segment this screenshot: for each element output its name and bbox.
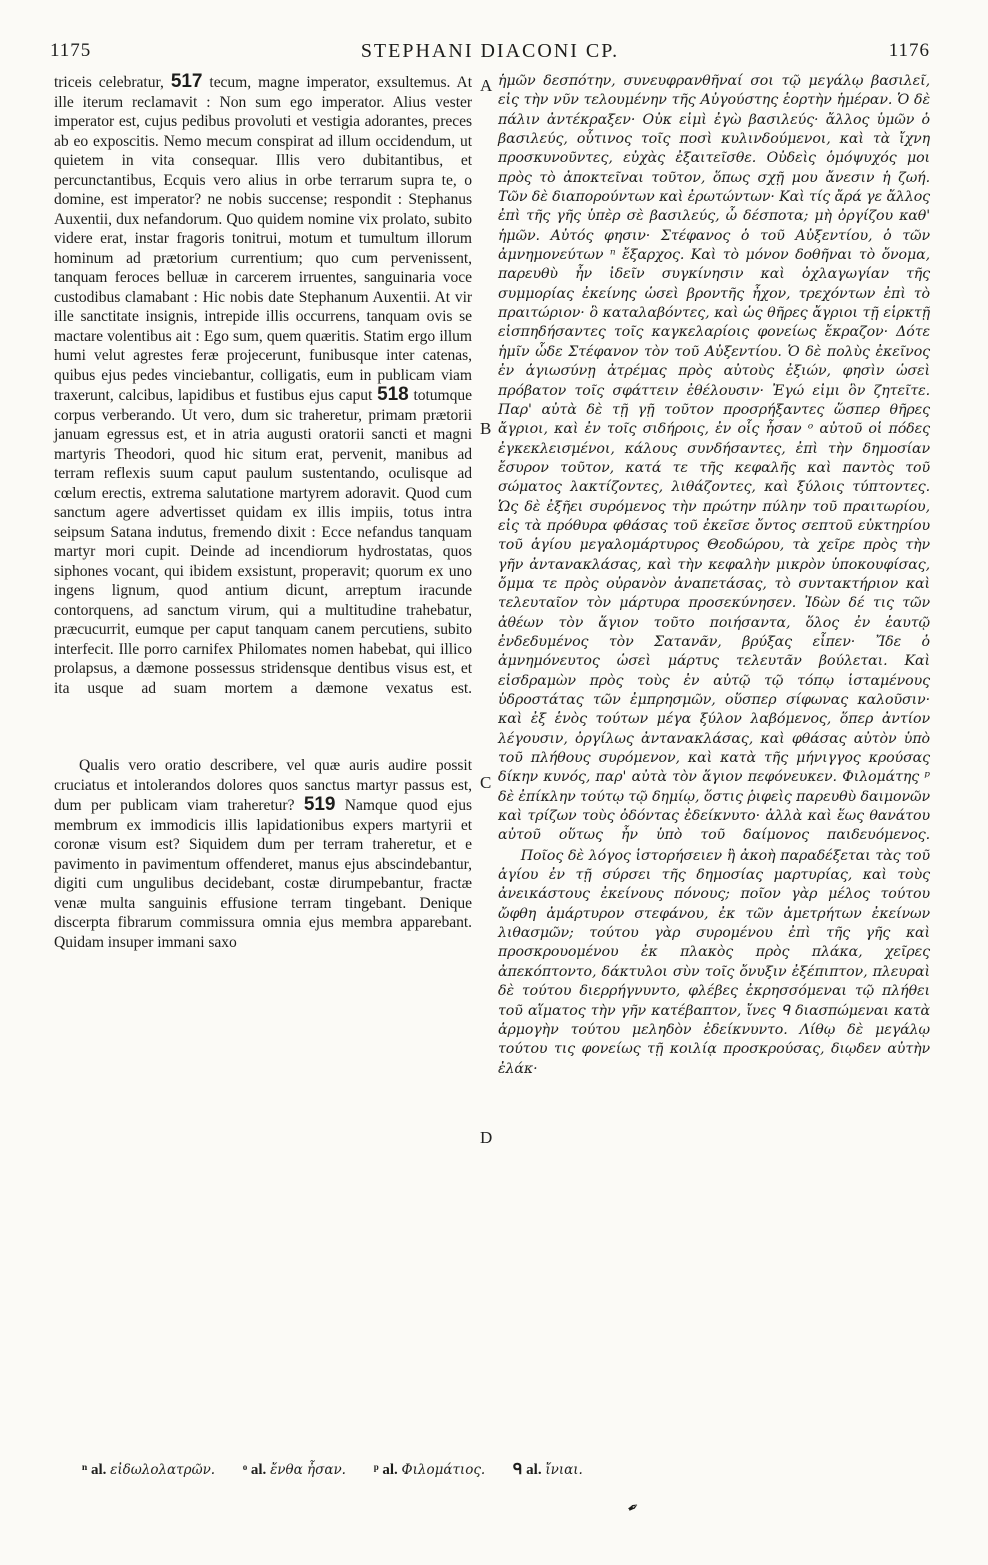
latin-text: Qualis vero oratio describere, vel quæ auris audire possit cruciatus et intolerandos dolores quos sanctus martyr passus est, dum per publicam viam traheretur?	[54, 757, 472, 814]
footnote-p	[374, 1462, 486, 1478]
footnote-text: εἰδωλολατρῶν.	[110, 1462, 216, 1478]
running-title: STEPHANI DIACONI CP.	[360, 40, 620, 62]
latin-text: Namque quod ejus membrum ex immodicis illis lapidationibus expers martyrii et coronæ visum est? Siquidem dum per terram traheretur, et e pavimento in pavimentum offenderet, manus ejus abscindebantur, digiti cum ungulibus decidebant, costæ dirumpebantur, fractæ venæ multa sanguinis effusione terram tingebant. Denique discerpta fibrarum commissura omnia ejus membra apparebant. Quidam insuper immani saxo	[54, 797, 472, 951]
footnote-n	[82, 1462, 215, 1478]
footnote-text: ἔνθα ἦσαν.	[270, 1462, 346, 1478]
margin-letter-d: D	[480, 1128, 493, 1147]
margin-letter-a: A	[480, 76, 493, 95]
section-number: 517	[170, 71, 203, 92]
latin-text: totumque corpus verberando. Ut vero, dum sic traheretur, primam prætorii januam egressus est, et in atria augusti oratorii sancti et magni martyris Theodori, quod hic situm erat, pervenit, manibus ad terram reflexis suum caput paulum sustentando, oculisque ad cœlum erectis, extrema salutatione martyrem adoravit. Quod cum sanctum agere advertisset quidam ex illis impiis, totus intra seipsum Satana indutus, fremendo dixit : Ecce nefandus tanquam martyr mori cupit. Deinde ad incendiorum hydrostatas, quos siphones vocant, qui ibidem exsistunt, properavit; quorum ex uno ingens lignum, quod antium dicunt, arreptum iracunde contorquens, ad sanctum virum, qui a multitudine trahebatur, præcucurrit, eumque per caput tanquam canem percutiens, subito interfecit. Ille porro carnifex Philomates nomen habebat, qui illico prolapsus, a dæmone possessus stridensque dentibus visus est, et ita usque ad suam mortem a dæmone vexatus est.	[54, 387, 472, 697]
section-number: 518	[377, 384, 409, 405]
page-header	[50, 40, 930, 70]
latin-paragraph-1	[54, 72, 472, 698]
margin-letter-c: C	[480, 773, 492, 792]
footnote-o	[243, 1462, 346, 1478]
footnote-q	[513, 1462, 583, 1478]
column-number-left: 1175	[50, 40, 92, 61]
footnotes	[82, 1460, 942, 1479]
latin-paragraph-2	[54, 756, 472, 952]
margin-letter-b: B	[480, 419, 492, 438]
footnote-label: ⁿ al.	[82, 1462, 107, 1478]
footnote-label: ᵒ al.	[242, 1462, 267, 1478]
greek-column	[498, 72, 930, 1079]
ink-mark: ✒	[625, 1499, 643, 1518]
column-number-right: 1176	[888, 40, 930, 61]
latin-column	[54, 72, 472, 952]
greek-paragraph-1: ἡμῶν δεσπότην, συνευφρανθῆναί σοι τῷ μεγάλῳ βασιλεῖ, εἰς τὴν νῦν τελουμένην τῆς Αὐγούστης ἑορτὴν ἡμέραν. Ὁ δὲ πάλιν ἀντέκραξεν· Οὐκ εἰμὶ ἐγὼ βασιλεύς· ἄλλος ὑμῶν ὁ βασιλεύς, οὗτινος τοῖς ποσὶ κυλινδούμενοι, καὶ τὰ ἴχνη προσκυνοῦντες, εὐχὰς ἐξαιτεῖσθε. Οὐδεὶς ὁμόψυχός μοι πρὸς τὸ ἀποκτεῖναι τοῦτον, ὅπως σχῇ μου ἄνεσιν ἡ ζωή. Τῶν δὲ διαπορούντων καὶ ἐρωτώντων· Καὶ τίς ἄρά γε ἄλλος ἐπὶ τῆς γῆς ὑπὲρ σὲ βασιλεύς, ὦ δέσποτα; μὴ ὀργίζου καθ' ἡμῶν. Αὐτός φησιν· Στέφανος ὁ τοῦ Αὐξεντίου, ὁ τῶν ἀμνημονεύτων ⁿ ἔξαρχος. Καὶ τὸ μόνον δοθῆναι τὸ ὄνομα, παρευθὺ ἦν ἰδεῖν συγκίνησιν καὶ ὀχλαγωγίαν τῆς συμμορίας ἐκείνης ὡσεὶ βροντῆς ἦχον, τρεχόντων ἐπὶ τὸ πραιτώριον· ὃ καταλαβόντες, καὶ ὡς θῆρες ἄγριοι τῇ εἱρκτῇ εἰσπηδήσαντες τοῖς καγκελαρίοις φονείως ἔκραζον· Δότε ἡμῖν ὧδε Στέφανον τὸν τοῦ Αὐξεντίου. Ὁ δὲ πολὺς ἐκεῖνος ἐν ἁγιωσύνῃ ἀτρέμας πρὸς αὐτοὺς ἐξιών, φησὶν ὡσεὶ πρόβατον τοῖς σφάττειν ἐθέλουσιν· Ἐγώ εἰμι ὃν ζητεῖτε. Παρ' αὐτὰ δὲ τῇ γῇ τοῦτον προσρήξαντες ὥσπερ θῆρες ἄγριοι, καὶ ἐν τοῖς σιδήροις, ἐν οἷς ἦσαν ᵒ αὐτοῦ οἱ πόδες ἐγκεκλεισμένοι, κάλους συνδήσαντες, ἐπὶ τὴν δημοσίαν ἔσυρον τοῦτον, κατά τε τῆς κεφαλῆς καὶ παντὸς τοῦ σώματος λακτίζοντες, λιθάζοντες, καὶ ξύλοις τύπτοντες. Ὡς δὲ ἐξῆει συρόμενος τὴν πρώτην πύλην τοῦ πραιτωρίου, εἰς τὰ πρόθυρα φθάσας τοῦ ἐκεῖσε ὄντος σεπτοῦ εὐκτηρίου τοῦ ἁγίου μεγαλομάρτυρος Θεοδώρου, τὰ χεῖρε πρὸς τὴν γῆν ἀντανακλάσας, καὶ τὴν κεφαλὴν μικρὸν ὑποκουφίσας, ὄμμα τε πρὸς οὐρανὸν ἀναπετάσας, τὸ συντακτήριον καὶ τελευταῖον τὸν μάρτυρα προσεκύνησεν. Ἰδὼν δέ τις τῶν ἀθέων τὸν ἅγιον τοῦτο ποιήσαντα, ὅλος ἐν ἑαυτῷ ἐνδεδυμένος τὸν Σατανᾶν, βρύξας εἶπεν· Ἴδε ὁ ἀμνημόνευτος ὡσεὶ μάρτυς τελευτᾶν βούλεται. Καὶ εἰσδραμὼν πρὸς τοὺς ἐν αὐτῷ τῷ τόπῳ ἱσταμένους ὑδροστάτας τῶν ἐμπρησμῶν, οὕσπερ σίφωνας καλοῦσιν· καὶ ἐξ ἑνὸς τούτων μέγα ξύλον λαβόμενος, ὅπερ ἀντίον λέγουσιν, ὀργίλως ἀντανακλάσας, καὶ φθάσας αὐτὸν ὑπὸ τοῦ πλήθους συρόμενον, καὶ κατὰ τῆς μήνιγγος κρούσας δίκην κυνός, παρ' αὐτὰ τὸν ἅγιον πεφόνευκεν. Φιλομάτης ᵖ δὲ ἐπίκλην τούτῳ τῷ δημίῳ, ὅστις ῥιφεὶς παρευθὺ δαιμονῶν καὶ τρίζων τοὺς ὀδόντας ἐδείκνυτο· ἀλλὰ καὶ ἕως θανάτου αὐτοῦ οὕτως ἦν ὑπὸ τοῦ δαίμονος παιδευόμενος.	[498, 73, 930, 844]
footnote-label: ᵖ al.	[373, 1462, 398, 1478]
latin-text: triceis celebratur,	[54, 74, 164, 91]
greek-paragraph-2: Ποῖος δὲ λόγος ἱστορήσειεν ἢ ἀκοὴ παραδέξεται τὰς τοῦ ἁγίου ἐν τῇ σύρσει τῆς δημοσίας μαρτυρίας, καὶ τοὺς ἀνεικάστους ἐκείνους πόνους; ποῖον γὰρ μέλος τούτου ὤφθη ἀμάρτυρον στεφάνου, ἐκ τῶν ἀμετρήτων ἐκείνων λιθασμῶν; τούτου γὰρ συρομένου ἐπὶ τῆς γῆς καὶ προσκρουομένου ἐκ πλακὸς πρὸς πλάκα, χεῖρες ἀπεκόπτοντο, δάκτυλοι σὺν τοῖς ὄνυξιν ἐξέπιπτον, πλευραὶ δὲ τούτου διερρήγνυντο, φλέβες ἐκρησσόμεναι τῷ πλήθει τοῦ αἵματος τὴν γῆν κατέβαπτον, ἴνες ᑫ διασπώμεναι κατὰ ἁρμογὴν τούτου μεληδὸν ἐδείκνυντο. Λίθῳ δὲ μεγάλῳ τούτου τις φονείως τῇ κοιλίᾳ προσκρούσας, διῳδεν αὐτὴν ἐλάκ·	[498, 847, 930, 1077]
footnote-text: Φιλομάτιος.	[401, 1462, 486, 1478]
footnote-label: ᑫ al.	[512, 1462, 542, 1478]
latin-text: tecum, magne imperator, exsultemus. At ille iterum reclamavit : Non sum ego imperator. Alius vester imperator est, cujus pedibus provoluti et vestigia adorantes, preces ab eo exposcitis. Nemo mecum conspirat ad illum occidendum, ut quietem in vita consequar. Illis vero dubitantibus, et percunctantibus, Ecquis vero alius in orbe terrarum supra te, o domine, est imperator? ne nobis succense; respondit : Stephanus Auxentii, dux nefandorum. Quo quidem nomine vix prolato, subito videre erat, instar fragoris tonitrui, motum et tumultum illorum hominum ad prætorium currentium; quo cum pervenissent, tanquam feroces belluæ in carcerem irruentes, sanguinaria voce custodibus clamabant : Hic nobis date Stephanum Auxentii. At vir ille sanctitate insignis, intrepide illis occurrens, tanquam ovis se mactare volentibus ait : Ego sum, quem quæritis. Statim ergo illum humi velut agrestes feræ projecerunt, funibusque inter catenas, quibus ejus pedes vinciebantur, colligatis, eum in publicam viam traxerunt, calcibus, lapidibus et fustibus ejus caput	[54, 74, 472, 404]
section-number: 519	[303, 794, 336, 815]
footnote-text: ἴνιαι.	[545, 1462, 583, 1478]
